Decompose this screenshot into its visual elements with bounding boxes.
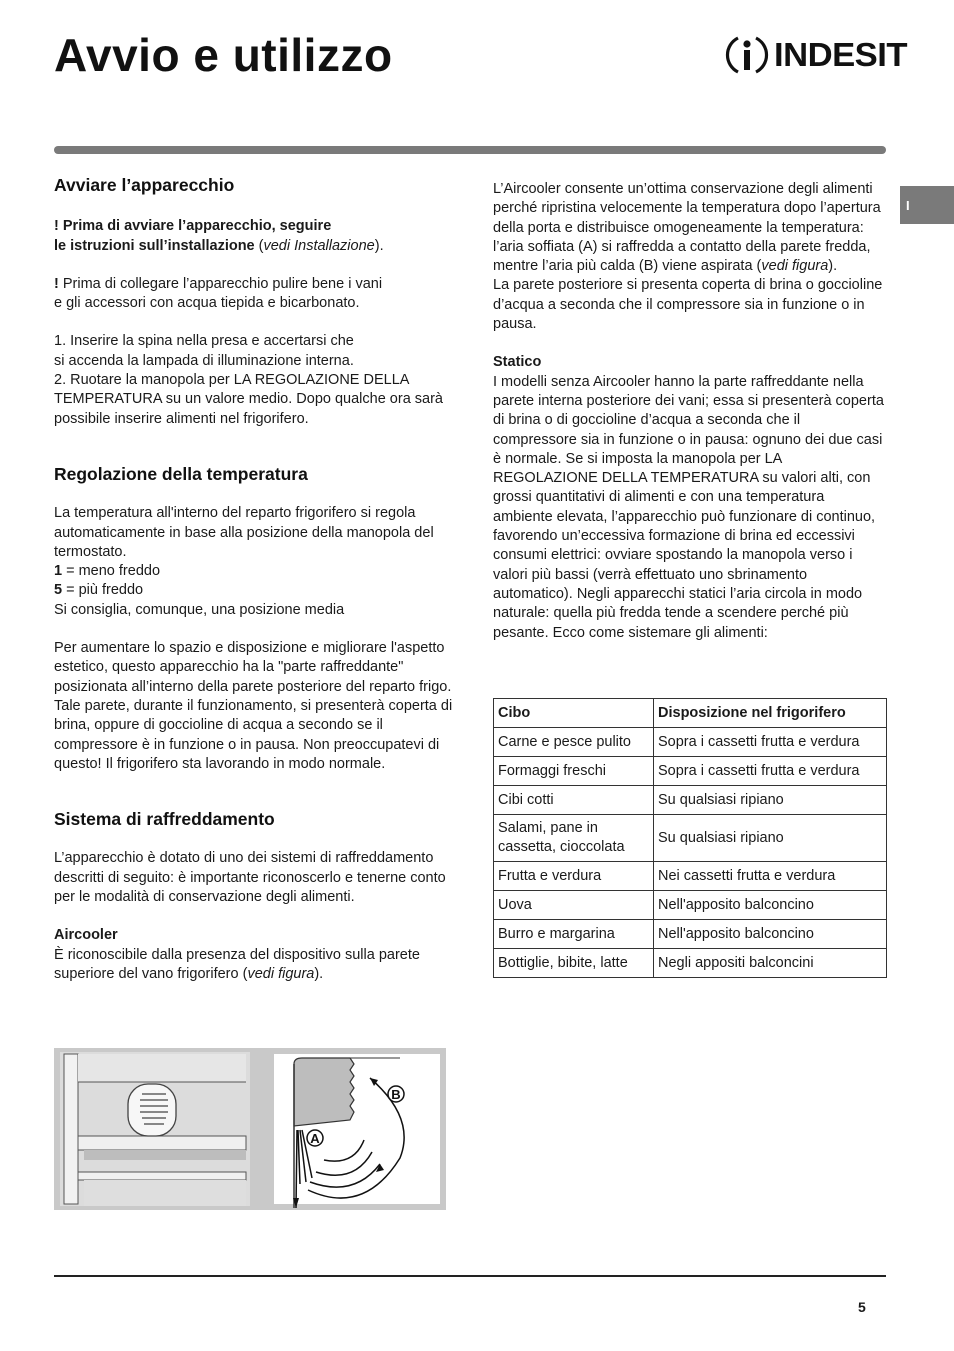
table-cell-food: Uova — [494, 891, 654, 920]
statico-paragraph: I modelli senza Aircooler hanno la parte raffreddante nella parete interna posteriore dei vani; essa si presenterà coperta di brina o di goccioline d’acqua a seconda che il compressore sia in funzione o in pausa: ognuno dei due casi è normale. Se si imposta la manopola per LA REGOLAZIONE DELLA TEMPERATURA su valori alti, con grossi quantitativi di alimenti e con una temperatura ambiente elevata, l’apparecchio può funzionare di continuo, favorendo un’eccessiva formazione di brina ed eccessivi consumi elettrici: ovviare spostando la manopola verso i valori più bassi (verrà effettuato uno sbrinamento automatico). Negli apparecchi statici l’aria circola in modo naturale: quella più fredda tende a scendere perché più pesante. Ecco come sistemare gli alimenti: — [493, 373, 884, 641]
table-header-cibo: Cibo — [494, 699, 654, 728]
table-cell-food: Burro e margarina — [494, 920, 654, 949]
figure-label-b: B — [391, 1087, 401, 1102]
section-heading-avviare: Avviare l’apparecchio — [54, 175, 235, 195]
aircooler-paragraph: È riconoscibile dalla presenza del dispositivo sulla parete superiore del vano frigorifero (vedi figura). — [54, 946, 420, 982]
table-cell-placement: Nei cassetti frutta e verdura — [654, 862, 887, 891]
statico-heading: Statico — [493, 354, 542, 371]
table-header-disposizione: Disposizione nel frigorifero — [654, 699, 887, 728]
table-cell-food: Cibi cotti — [494, 786, 654, 815]
section-heading-sistema: Sistema di raffreddamento — [54, 809, 275, 830]
table-cell-placement: Sopra i cassetti frutta e verdura — [654, 728, 887, 757]
aircooler-heading: Aircooler — [54, 927, 118, 944]
parete-paragraph: Per aumentare lo spazio e disposizione e migliorare l'aspetto estetico, questo apparecchio ha la "parte raffreddante" posizionata all’interno della parete posteriore del reparto frigo. Tale parete, durante il funzionamento, si presenterà coperta di brina, oppure di goccioline di acqua a secondo se il compressore è in funzione o in pausa. Non preoccupatevi di questo! Il frigorifero sta lavorando in modo normale. — [54, 640, 453, 772]
brand-logo — [724, 32, 908, 78]
table-cell-food: Bottiglie, bibite, latte — [494, 949, 654, 978]
language-tab: I — [900, 186, 954, 224]
section-heading-regolazione: Regolazione della temperatura — [54, 463, 308, 484]
table-row — [494, 815, 887, 862]
table-cell-food: Carne e pesce pulito — [494, 728, 654, 757]
table-cell-placement: Negli appositi balconcini — [654, 949, 887, 978]
footer-divider — [54, 1275, 886, 1277]
table-cell-food: Frutta e verdura — [494, 862, 654, 891]
table-cell-food: Formaggi freschi — [494, 757, 654, 786]
table-row — [494, 891, 887, 920]
setting-advice: Si consiglia, comunque, una posizione media — [54, 601, 345, 618]
table-header-row — [494, 699, 887, 728]
parete-posteriore-paragraph: La parete posteriore si presenta coperta di brina o goccioline d’acqua a seconda che il compressore sia in funzione o in pausa. — [493, 277, 883, 333]
table-cell-placement: Nell'apposito balconcino — [654, 920, 887, 949]
indesit-logo-icon — [724, 32, 770, 78]
table-cell-placement: Su qualsiasi ripiano — [654, 786, 887, 815]
table-cell-food: Salami, pane in cassetta, cioccolata — [494, 815, 654, 862]
setting-5: 5 = più freddo — [54, 582, 144, 599]
food-placement-table — [493, 698, 887, 978]
page-number: 5 — [858, 1299, 866, 1315]
sistema-paragraph: L’apparecchio è dotato di uno dei sistemi di raffreddamento descritti di seguito: è importante riconoscerlo e tenerne conto per le modalità di conservazione degli alimenti. — [54, 850, 446, 906]
left-column — [54, 176, 454, 984]
table-row — [494, 786, 887, 815]
figure-label-a: A — [310, 1131, 320, 1146]
warning-2: ! Prima di collegare l’apparecchio pulire bene i vani e gli accessori con acqua tiepida e bicarbonato. — [54, 275, 383, 312]
step-2: 2. Ruotare la manopola per LA REGOLAZIONE DELLA TEMPERATURA su un valore medio. Dopo qualche ora sarà possibile inserire alimenti nel frigorifero. — [54, 372, 443, 427]
table-cell-placement: Su qualsiasi ripiano — [654, 815, 887, 862]
brand-name: INDESIT — [774, 36, 908, 73]
table-row — [494, 728, 887, 757]
step-1: 1. Inserire la spina nella presa e accertarsi che si accenda la lampada di illuminazione interna. — [54, 333, 354, 369]
table-row — [494, 757, 887, 786]
table-cell-placement: Sopra i cassetti frutta e verdura — [654, 757, 887, 786]
table-row — [494, 862, 887, 891]
regolazione-paragraph: La temperatura all'interno del reparto frigorifero si regola automaticamente in base alla posizione della manopola del termostato. — [54, 505, 434, 560]
right-column — [493, 180, 887, 643]
page-title: Avvio e utilizzo — [54, 29, 393, 81]
aircooler-description: L’Aircooler consente un’ottima conservazione degli alimenti perché ripristina velocemente la temperatura dopo l’apertura della porta e distribuisce omogeneamente la temperatura: l’aria soffiata (A) si raffredda a contatto della parete fredda, mentre l’aria più calda (B) viene aspirata (vedi figura). — [493, 181, 881, 275]
aircooler-illustration — [54, 1048, 446, 1210]
table-row — [494, 949, 887, 978]
header-divider — [54, 146, 886, 154]
aircooler-figure — [54, 1048, 446, 1210]
table-cell-placement: Nell'apposito balconcino — [654, 891, 887, 920]
table-row — [494, 920, 887, 949]
setting-1: 1 = meno freddo — [54, 563, 161, 580]
warning-1: ! Prima di avviare l’apparecchio, seguire le istruzioni sull’installazione (vedi Installazione). — [54, 218, 384, 254]
